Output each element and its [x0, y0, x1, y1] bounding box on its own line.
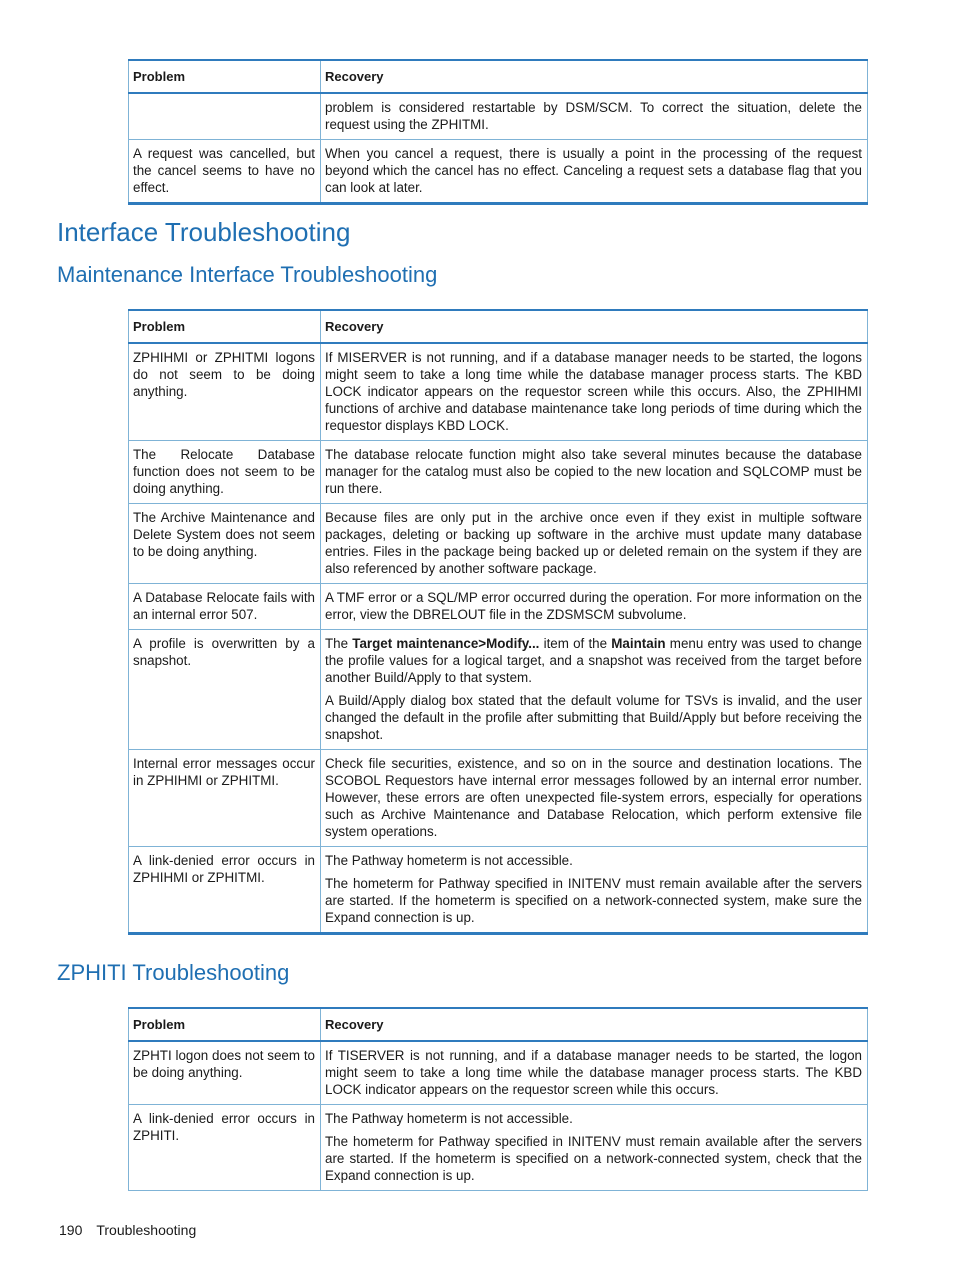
- subsection-heading-zphiti: ZPHITI Troubleshooting: [57, 960, 290, 985]
- menu-name-maintain: Maintain: [611, 636, 666, 651]
- recovery-cell: Check file securities, existence, and so on in the source and destination locations. The SCOBOL Requestors have internal error messages followed by an internal error number. However, these errors are often unexpected file-system errors, especially for operations such as Archive Maintenance and Database Relocation, which perform extensive file system operations.: [321, 750, 868, 847]
- recovery-text: menu entry was used to change the profile values for a logical target, and a snapshot was received from the target before another Build/Apply to that system.: [325, 636, 862, 685]
- maintenance-table: [128, 309, 868, 935]
- table-row: [129, 584, 868, 630]
- recovery-cell: [321, 1105, 868, 1191]
- table-header-row: [129, 60, 868, 93]
- table-header-row: [129, 1008, 868, 1041]
- recovery-text: The: [325, 636, 353, 651]
- table-row: [129, 343, 868, 441]
- table-row: [129, 1041, 868, 1105]
- table-row: [129, 1105, 868, 1191]
- recovery-paragraph: The Pathway hometerm is not accessible.: [325, 1111, 573, 1126]
- table-row: [129, 441, 868, 504]
- problem-header: Problem: [129, 310, 321, 343]
- problem-cell: [129, 93, 321, 140]
- problem-header: Problem: [129, 1008, 321, 1041]
- footer-section-title: Troubleshooting: [96, 1222, 197, 1238]
- recovery-paragraph: The hometerm for Pathway specified in INITENV must remain available after the servers are started. If the hometerm is specified on a network-connected system, check that the Expand connection is up.: [325, 1134, 862, 1183]
- recovery-cell: problem is considered restartable by DSM/SCM. To correct the situation, delete the request using the ZPHITMI.: [321, 93, 868, 140]
- recovery-cell: When you cancel a request, there is usually a point in the processing of the request beyond which the cancel has no effect. Canceling a request sets a database flag that you can look at later.: [321, 140, 868, 204]
- table-row: [129, 750, 868, 847]
- menu-path-target-maintenance: Target maintenance>Modify...: [352, 636, 540, 651]
- recovery-paragraph: [325, 635, 862, 686]
- recovery-cell: If MISERVER is not running, and if a database manager needs to be started, the logons might seem to take a long time while the database manager process starts. The KBD LOCK indicator appears on the requestor screen while this occurs. Also, the ZPHIHMI functions of archive and database maintenance take long periods of time during which the requestor displays KBD LOCK.: [321, 343, 868, 441]
- recovery-cell: The database relocate function might also take several minutes because the database manager for the catalog must also be copied to the new location and SQLCOMP must be run there.: [321, 441, 868, 504]
- recovery-header: Recovery: [321, 1008, 868, 1041]
- problem-cell: ZPHIHMI or ZPHITMI logons do not seem to be doing anything.: [129, 343, 321, 441]
- table-row: [129, 504, 868, 584]
- section-heading-interface: Interface Troubleshooting: [57, 217, 351, 247]
- problem-cell: The Relocate Database function does not seem to be doing anything.: [129, 441, 321, 504]
- recovery-paragraph: The hometerm for Pathway specified in INITENV must remain available after the servers are started. If the hometerm is specified on a network-connected system, make sure the Expand connection is up.: [325, 876, 862, 925]
- recovery-paragraph: A Build/Apply dialog box stated that the default volume for TSVs is invalid, and the user changed the default in the profile after submitting that Build/Apply but before receiving the snapshot.: [325, 693, 862, 742]
- problem-cell: The Archive Maintenance and Delete System does not seem to be doing anything.: [129, 504, 321, 584]
- recovery-cell: [321, 847, 868, 934]
- top-table: [128, 59, 868, 205]
- subsection-heading-maintenance: Maintenance Interface Troubleshooting: [57, 262, 438, 287]
- problem-cell: A request was cancelled, but the cancel seems to have no effect.: [129, 140, 321, 204]
- zphiti-table: [128, 1007, 868, 1191]
- problem-cell: A Database Relocate fails with an internal error 507.: [129, 584, 321, 630]
- recovery-cell: A TMF error or a SQL/MP error occurred during the operation. For more information on the error, view the DBRELOUT file in the ZDSMSCM subvolume.: [321, 584, 868, 630]
- recovery-cell: Because files are only put in the archive once even if they exist in multiple software packages, deleting or backing up software in the archive must update many database entries. Files in the package being backed up or deleted remain on the system if they are also referenced by another software package.: [321, 504, 868, 584]
- page-number: 190: [59, 1222, 83, 1238]
- problem-cell: Internal error messages occur in ZPHIHMI or ZPHITMI.: [129, 750, 321, 847]
- recovery-header: Recovery: [321, 310, 868, 343]
- problem-cell: A link-denied error occurs in ZPHIHMI or ZPHITMI.: [129, 847, 321, 934]
- recovery-paragraph: The Pathway hometerm is not accessible.: [325, 853, 573, 868]
- recovery-header: Recovery: [321, 60, 868, 93]
- table-row: [129, 847, 868, 934]
- table-row: [129, 93, 868, 140]
- problem-cell: ZPHTI logon does not seem to be doing anything.: [129, 1041, 321, 1105]
- problem-header: Problem: [129, 60, 321, 93]
- table-row: [129, 630, 868, 750]
- recovery-text: item of the: [539, 636, 612, 651]
- recovery-cell: If TISERVER is not running, and if a database manager needs to be started, the logon might seem to take a long time while the database manager process starts. The KBD LOCK indicator appears on the requestor screen while this occurs.: [321, 1041, 868, 1105]
- problem-cell: A profile is overwritten by a snapshot.: [129, 630, 321, 750]
- page-footer: [59, 1222, 196, 1238]
- problem-cell: A link-denied error occurs in ZPHITI.: [129, 1105, 321, 1191]
- table-header-row: [129, 310, 868, 343]
- recovery-cell: [321, 630, 868, 750]
- table-row: [129, 140, 868, 204]
